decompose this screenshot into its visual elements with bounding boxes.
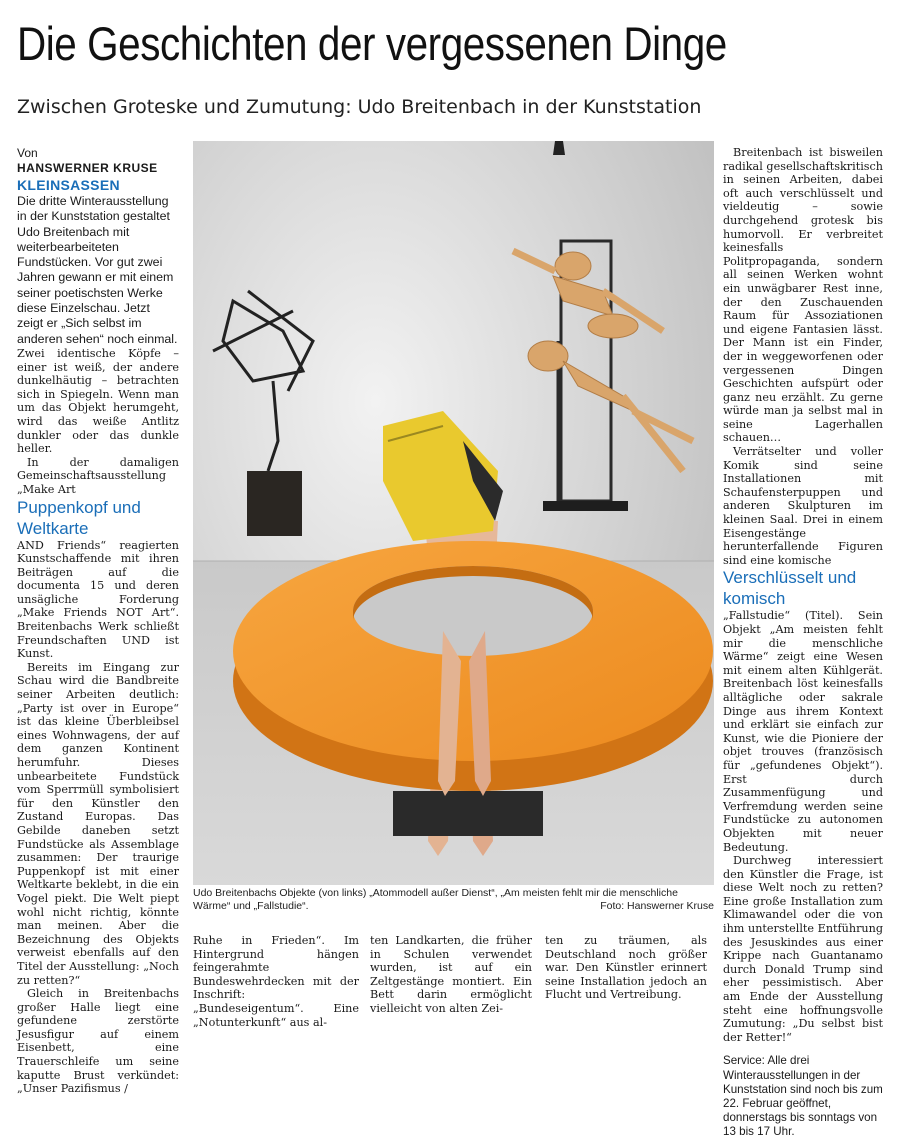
paragraph: Verrätselter und voller Komik sind seine Installationen mit Schaufensterpuppen und anderen Skulpturen im kleinen Saal. Drei in einem Eisengestänge herunterfallende Figuren sind eine komische: [723, 445, 883, 567]
column-1: [17, 146, 179, 1096]
mannequin-base: [393, 791, 543, 836]
headline: Die Geschichten der vergessenen Dinge: [17, 17, 727, 70]
subheading-puppenkopf: Puppenkopf und Weltkarte: [17, 497, 141, 538]
sculpture-base: [247, 471, 302, 536]
paragraph: ten Landkarten, die früher in Schulen verwendet wurden, ist auf ein Zeltgestänge montiert. Ein Bett darin ermöglicht vielleicht von alten Zei-: [370, 934, 532, 1015]
photo-credit: Foto: Hanswerner Kruse: [600, 900, 714, 912]
paragraph: Ruhe in Frieden“. Im Hintergrund hängen feingerahmte Bundeswehrdecken mit der Inschrift: „Bundeseigentum“. Eine „Notunterkunft“ aus al-: [193, 934, 359, 1029]
exhibition-photo: [193, 141, 714, 885]
byline-prefix: Von: [17, 146, 38, 160]
teaser: Die dritte Winterausstellung in der Kunststation gestaltet Udo Breitenbach mit weiterbearbeiteten Fundstücken. Vor gut zwei Jahren gewann er mit einem seiner poetischsten Werke diese Einzelschau. Jetzt zeigt er „Sich selbst im anderen sehen“ noch einmal.: [17, 194, 178, 346]
photo-caption: [193, 887, 714, 913]
subheadline: Zwischen Groteske und Zumutung: Udo Breitenbach in der Kunststation: [17, 96, 702, 118]
frame-base: [543, 501, 628, 511]
paragraph: Zwei identische Köpfe – einer ist weiß, der andere dunkelhäutig – betrachten sich in Spiegeln. Wenn man um das Objekt herumgeht, wird das weiße Antlitz dunkler oder das dunkle heller.: [17, 346, 179, 456]
photo-illustration: [193, 141, 714, 885]
column-4-bottom: [545, 934, 707, 1010]
paragraph: „Fallstudie“ (Titel). Sein Objekt „Am meisten fehlt mir die menschliche Wärme“ zeigt eine Wesen mit einem alten Kühlgerät. Breitenbach löst keinesfalls alltägliche oder sakrale Dinge aus ihrem Kontext und erklärt sie einfach zur Kunst, wie die Pioniere der objet trouves (französisch für „gefundenes Objekt“). Erst durch Zusammenfügung und Verfremdung werden seine Fundstücke zu autonomen Objekten mit neuer Bedeutung.: [723, 609, 883, 854]
byline-author: HANSWERNER KRUSE: [17, 161, 158, 175]
paragraph: Gleich in Breitenbachs großer Halle liegt eine gefundene zerstörte Jesusfigur auf einem Eisenbett, eine Trauerschleife um seine kaputte Brust verkündet: „Unser Pazifismus /: [17, 987, 179, 1096]
service-info: Service: Alle drei Winterausstellungen in der Kunststation sind noch bis zum 22. Februar geöffnet, donnerstags bis sonntags von 13 bis 17 Uhr.: [723, 1054, 883, 1138]
paragraph: In der damaligen Gemeinschaftsausstellung „Make Art: [17, 455, 179, 496]
paragraph: Bereits im Eingang zur Schau wird die Bandbreite seiner Arbeiten deutlich: „Party ist over in Europe“ ist das kleine Überbleibsel eines Wohnwagens, der auf dem ganzen Kontinent herumfuhr. Dieses unbearbeitete Fundstück vom Sperrmüll symbolisiert für den Künstler den Zustand Europas. Das Gebilde daneben setzt Fundstücke als Assemblage zusammen: Der traurige Puppenkopf ist mit einer Weltkarte beklebt, in die ein Vogel piekt. Die Welt piept wohl nicht richtig, könnte man meinen. Aber die Bezeichnung des Objekts verweist ebenfalls auf den Titel der Ausstellung: „Noch zu retten?“: [17, 660, 179, 987]
paragraph: Durchweg interessiert den Künstler die Frage, ist diese Welt noch zu retten? Eine große Installation zum Klimawandel oder die von ihm unterstellte Entführung des Jesuskindes aus einer Krippe nach Guantanamo durch Donald Trump sind eher pessimistisch. Aber am Ende der Ausstellung steht eine hoffnungsvolle Zumutung: „Du selbst bist der Retter!“: [723, 854, 883, 1044]
dateline: KLEINSASSEN: [17, 177, 120, 193]
column-3-bottom: [370, 934, 532, 1015]
column-5: [723, 146, 883, 1138]
subheading-verschluesselt: Verschlüsselt und komisch: [723, 568, 857, 609]
ceiling-lamp: [553, 141, 565, 155]
column-2-bottom: [193, 934, 359, 1029]
paragraph: Breitenbach ist bisweilen radikal gesellschaftskritisch in seinen Arbeiten, dabei oft auch verschlüsselt und vieldeutig – sowie durchgehend grotesk bis humorvoll. Er verbreitet keinesfalls Politpropaganda, sondern all seinen Werken wohnt ein unwägbarer Rest inne, der den Zuschauenden Raum für Assoziationen und eigene Fantasien lässt. Der Mann ist ein Finder, der in weggeworfenen oder vergessenen Dingen Geschichten aufspürt oder ganz neu erzählt. Zu gerne würde man ja selbst mal in seine Lagerhallen schauen…: [723, 146, 883, 445]
paragraph: AND Friends“ reagierten Kunstschaffende mit ihren Beiträgen auf die documenta 15 und deren unsägliche Forderung „Make Friends NOT Art“. Breitenbachs Werk schließt Freundschaften UND ist Kunst.: [17, 538, 179, 661]
caption-text: Udo Breitenbachs Objekte (von links) „Atommodell außer Dienst“, „Am meisten fehlt mir die menschliche Wärme“ und „Fallstudie“.: [193, 887, 678, 912]
paragraph: ten zu träumen, als Deutschland noch größer war. Den Künstler erinnert seine Installation jedoch an Flucht und Vertreibung.: [545, 934, 707, 1002]
